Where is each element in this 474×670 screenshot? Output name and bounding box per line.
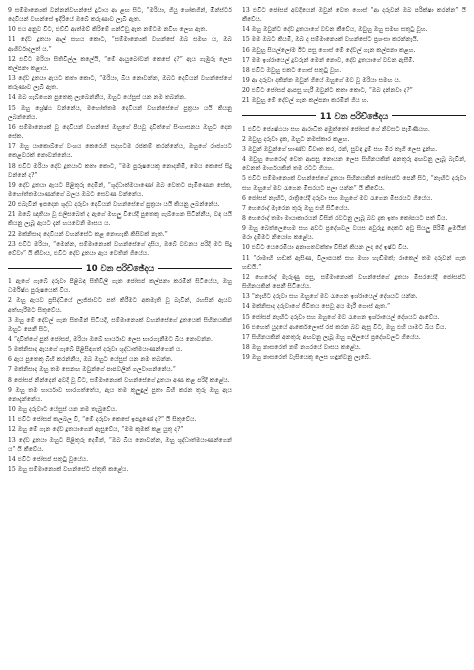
verse-paragraph: 5 මක්නිසාද ඇයගේ ගැබේ පිළිසිඳගත් දරුවා ශුද්ධාත්මයාණන්ගෙන් ය. xyxy=(8,346,183,354)
verse-paragraph: 12 එවිට මරියා සිතිවිල්ල කලේයි, “මේ ආයුබෝවන් කෙසේ ද?” ඇය ගැඹුරු ලෙස කල්පනා කළාය. xyxy=(8,55,232,72)
verse-paragraph: 14 ඔබ ගැබ්ගෙන පුතෙකු ලැබෙන්නීය, ඔහුට යේසුස් යන නම තබන්න. xyxy=(8,94,186,102)
heading-rule-right xyxy=(158,268,232,269)
verse-paragraph: 8 ජෝසප් නින්දෙන් අවදි වූ විට, සම්මාන්‍යෙක් වහන්සේගේ දූතයා අණ කළ පරිදි කළේය. xyxy=(8,376,230,384)
heading-rule-left xyxy=(242,115,316,116)
chapter-title: 11 වන පරිච්ඡේදය xyxy=(319,110,389,121)
verse-paragraph: 10 එවිට යෙරෙමියා අනාගතවක්තෘ විසින් කියන ලද දේ ඉෂ්ට විය. xyxy=(242,244,409,252)
right-paragraphs-before xyxy=(242,6,466,106)
verse-paragraph: 15 ජෝසප් නැඟිට දරුවා සහ ඔහුගේ මව රැගෙන ඉශ්රායෙල් දේශයට ආවේය. xyxy=(242,313,440,321)
verse-paragraph: 4 ඔවුහු හෙරොද් වෙත ආපසු නොයන ලෙස සිහිනයකින් අනතුරු අඟවනු ලැබූ බැවින්, වෙනත් මාර්ගයකින් තම රටට ගියහ. xyxy=(242,156,466,173)
verse-paragraph: 11 “රාමාහි හඬක් ඇසිණ, විලාපයක් සහ මහා හැඬීමක්; රාකෙල් තම දරුවන් ගැන හඬයි.” xyxy=(242,254,466,271)
verse-paragraph: 16 එහෙත් යුදයේ ආර්කෙලෞස් රජ කරන බව ඇසූ විට, ඔහු එහි යාමට බිය විය. xyxy=(242,323,447,331)
verse-paragraph: 14 ඔහු ඔවුන්ට දේව දූතයාගේ වචන කීවේය, ඔවුහු ඔහු සමඟ සතුටු වූහ. xyxy=(242,26,428,34)
verse-paragraph: 6 ඇය පුතෙකු බිහි කරන්නීය, ඔබ ඔහුට යේසුස් යන නම තබන්න. xyxy=(8,356,173,364)
verse-paragraph: 13 දේව දූතයා ඇයට කතා කොට, “මරියා, බිය නොවන්න, ඔබට දෙවියන් වහන්සේගේ කරුණාව ලැබී ඇත. xyxy=(8,75,232,92)
verse-paragraph: 12 හෙරොද් මැරුණු පසු, සම්මාන්‍යෙක් වහන්සේගේ දූතයා මිසරයේදී ජෝසප්ට සිහිනයකින් පෙනී සිටියේය. xyxy=(242,273,466,291)
verse-paragraph: 3 ඔවුන් ඔවුන්ගේ භාණ්ඩ විවෘත කර, රන්, සුවඳ දුම් සහ මීර තෑගි ලෙස දුන්හ. xyxy=(242,145,438,153)
verse-paragraph: 10 එය අනුව විට, එච්ඩි ආත්මව් කිරිමේ ගන්ට්ඩු ඇත නම්ටම නවිහ ලෙහ ඇත. xyxy=(8,26,208,34)
verse-paragraph: 8 හෙරොද් තමා මායාකාරයන් විසින් රවටනු ලැබූ බව දැක ඉතා කෝපයට පත් විය. xyxy=(242,214,448,222)
left-paragraphs-after xyxy=(8,277,232,474)
verse-paragraph: 6 ජෝසප් නැඟිට, රාත්‍රියේදී දරුවා සහ ඔහුගේ මව රැගෙන මිසරයට ගියේය. xyxy=(242,194,433,202)
verse-paragraph: 15 ඔහු සම්මාන්‍යෙක් වහන්සේට ස්තුති කළේය. xyxy=(8,466,129,474)
verse-paragraph: 2 ඔවුහු දරුවා දැක, ඔහුට නමස්කාර කළහ. xyxy=(242,135,350,143)
verse-paragraph: 18 එවිට මරියා දේව දූතයාට කතා කොට, “මම පුරුෂයෙකු නොදනිමි, මෙය කෙසේ සිදු වන්නේ ද?” xyxy=(8,162,232,179)
verse-paragraph: 22 මක්නිසාද දෙවියන් වහන්සේට කළ නොහැකි කිසිවක් නැත.” xyxy=(8,230,168,238)
verse-paragraph: 7 හෙරොද් මැරෙන තුරු ඔහු එහි සිටියේය. xyxy=(242,204,350,212)
verse-paragraph: 9 ඔහු බෙත්ලෙහෙම සහ අවට ප්‍රදේශවල වයස අවුරුදු දෙකට අඩු සියලු පිරිමි ළමයින් මරා දැමීමට නියෝග කළේය. xyxy=(242,225,466,242)
verse-paragraph: 11 දේව දූතයා ආල් සහය කොට, “සම්මාන්‍යෙක් වහන්සේ ඔබ සමඟ ය, ඔබ ආශිර්වාදලත් ය.” xyxy=(8,36,232,53)
verse-paragraph: 18 එවිට ඔවුහු එකට ගොස් සතුටු වූහ. xyxy=(242,66,342,74)
verse-paragraph: 7 මක්නිසාද ඔහු තම සෙනඟ ඔවුන්ගේ පාපවලින් ගලවාගන්නේය.” xyxy=(8,366,176,374)
verse-paragraph: 14 මක්නිසාද දරුවාගේ ජීවිතය සෙවූ අය මැරී ගොස් ඇත.” xyxy=(242,303,391,311)
verse-paragraph: 20 එබැවින් ඉපදෙන ශුද්ධ දරුවා දෙවියන් වහන්සේගේ පුත්‍රයා යයි කියනු ලබන්නේය. xyxy=(8,201,220,209)
verse-paragraph: 13 එවිට ජෝසප් අවදියෙන් ඔවුන් වෙත ගොස් “ආ දරුවන් ඔබ පරික්ෂා කරන්න” යි කීවේය. xyxy=(242,7,466,24)
left-column xyxy=(8,6,232,664)
verse-paragraph: 9 සම්මාන්‍යෙක් වන්නන්වහන්සේ දුටාය ආ ළඟ සිට, “මරියා, ගියු ශෝකගින්, මින්ස්ටර් දෙවියන් වහන්සේ ඉදිරියේ ඔබේ කරුණාව ලැබී ඇත. xyxy=(8,7,232,24)
verse-paragraph: 21 ඔවුහු මේ දේවල් ගැන කල්පනා කරමින් ගිය හ. xyxy=(242,97,369,105)
chapter-10-heading xyxy=(8,263,232,273)
verse-paragraph: 10 ඔහු දරුවාට යේසුස් යන නම තැබුවේය. xyxy=(8,406,118,414)
verse-paragraph: 5 එවිට සම්මාන්‍යෙක් වහන්සේගේ දූතයා සිහිනයකින් ජෝසප්ට පෙනී සිට, “නැඟිට දරුවා සහ ඔහුගේ මව රැගෙන මිසරයට පලා යන්න” යි කීවේය. xyxy=(242,175,466,192)
verse-paragraph: 1 ඇගේ ගැබේ දරුවා පිළිබඳ සිතිවිලි ගැන ජෝසප් කල්පනා කරමින් සිටියේය, ඔහු ධර්මිෂ්ඨ පුරුෂයෙක් විය. xyxy=(8,278,232,295)
verse-paragraph: 15 ඔහු ශ්‍රේෂ්ඨ වන්නේය, මහෝත්තම දෙවියන් වහන්සේගේ පුත්‍රයා යයි කියනු ලබන්නේය. xyxy=(8,104,232,121)
verse-paragraph: 13 “නැඟිට දරුවා සහ ඔහුගේ මව රැගෙන ඉශ්රායෙල් දේශයට යන්න. xyxy=(242,293,418,301)
verse-paragraph: 16 ඔවුහු සියල්ලෝම ඊට පසු ගොස් මේ දේවල් ගැන කල්පනා කළහ. xyxy=(242,46,416,54)
verse-paragraph: 19 ඔහු නාසරෙත් වැසියෙකු ලෙස හඳුන්වනු ලැබේ. xyxy=(242,354,371,362)
verse-paragraph: 12 ඔහු මේ ගැන දේව දූතයාගෙන් ඇසුවේය, “මම කුමක් කළ යුතු ද?” xyxy=(8,426,184,434)
verse-paragraph: 9 ඔහු තම භාර්යාව භාරගත්තේය, ඇය තම කුලුඳුල් පුතා බිහි කරන තුරු ඔහු ඇය නොදැන්නේය. xyxy=(8,386,232,403)
verse-paragraph: 19 ආ දරුවා දකින්න ඔවුන් ගියේ ඔහුගේ මව වූ මරියා සමඟ ය. xyxy=(242,77,401,85)
verse-paragraph: 17 ඔහු යාකොබ්ගේ වංශය කෙරෙහි සදහටම රජකම් කරන්නේය, ඔහුගේ රාජ්‍යයට කෙළවරක් නොවන්නේය. xyxy=(8,143,232,160)
verse-paragraph: 17 මම ඉශ්රායෙල් දූවරුන් මෙන් නොව, දේව දූතයාගේ වචන ඇසීමි. xyxy=(242,56,415,64)
verse-paragraph: 3 ඔහු මේ දේවල් ගැන සිතමින් සිටියදී, සම්මාන්‍යෙක් වහන්සේගේ දූතයෙක් සිහිනයකින් ඔහුට පෙනී සිට, xyxy=(8,316,232,333)
verse-paragraph: 23 එවිට මරියා, “මෙන්න, සම්මාන්‍යෙක් වහන්සේගේ දාසිය, ඔබේ වචනය පරිදි මට සිදු වේවා” යි කීවාය, එවිට දේව දූතයා ඇය වෙතින් ගියේය. xyxy=(8,240,232,257)
verse-paragraph: 16 සම්මාන්‍යෙක් වූ දෙවියන් වහන්සේ ඔහුගේ පියවූ දාවිත්ගේ සිංහාසනය ඔහුට දෙන සේක. xyxy=(8,123,232,141)
verse-paragraph: 19 දේව දූතයා ඇයට පිළිතුරු දෙමින්, “ශුද්ධාත්මයාණෝ ඔබ වෙතට පැමිණෙන සේක, මහෝත්තමයාණන්ගේ බලය ඔබට සෙවණ වන්නේය. xyxy=(8,181,232,198)
verse-paragraph: 11 එවිට ජෝසප් කලබල වී, “මේ දරුවා කෙසේ ඉපදුණේ ද?” යි සිතුවේය. xyxy=(8,416,197,424)
verse-paragraph: 17 සිහිනයකින් අනතුරු අඟවනු ලැබූ ඔහු ගලීලයේ ප්‍රදේශවලට ගියේය. xyxy=(242,333,421,341)
verse-paragraph: 14 එවිට ජෝසප් සතුටු වූයේය. xyxy=(8,455,89,463)
verse-paragraph: 4 “දාවිත්ගේ පුත් ජෝසප්, මරියා ඔබේ භාර්යාව ලෙස භාරගැනීමට බිය නොවන්න. xyxy=(8,336,213,343)
verse-paragraph: 1 එවිට ජ්‍යෙෂ්ඨයා සහ ආරාධිත අමුත්තෝ ජෝසප් ගේ නිවසට පැමිණියහ. xyxy=(242,125,430,133)
heading-rule-left xyxy=(8,268,82,269)
verse-paragraph: 20 එවිට ජෝසප් ආපසු හැරී ඔවුන්ට කතා කොට, “ඔබ දන්නවා ද?” xyxy=(242,87,413,95)
left-paragraphs-before xyxy=(8,6,232,258)
right-column xyxy=(242,6,466,664)
right-paragraphs-after xyxy=(242,125,466,363)
heading-rule-right xyxy=(392,115,466,116)
verse-paragraph: 2 ඔහු ඇයව ප්‍රසිද්ධියේ ලැජ්ජාවට පත් කිරීමට අකමැති වූ බැවින්, රහසින් ඇයව අත්හැරීමට සිතුවේය. xyxy=(8,297,232,314)
verse-paragraph: 18 ඔහු නාසරෙත් නම් නගරයේ වාසය කළේය. xyxy=(242,344,361,351)
verse-paragraph: 15 මම ඔබට කියමි, ඔබ ද සම්මාන්‍යෙක් වහන්සේට ප්‍රශංසා කරන්නැයි. xyxy=(242,36,419,44)
verse-paragraph: 21 ඔබේ ඥාතියා වූ එලිසබෙත් ද ඇගේ මහලු වියේදී පුතෙකු ගැබ්ගෙන සිටින්නීය, වඳ යයි කියනු ලැබූ ඇයට දැන් හයවෙනි මාසය ය. xyxy=(8,211,232,228)
chapter-11-heading xyxy=(242,111,466,121)
chapter-title: 10 වන පරිච්ඡේදය xyxy=(85,263,155,274)
verse-paragraph: 13 දේව දූතයා ඔහුට පිළිතුරු දෙමින්, “ඔබ බිය නොවන්න, ඔහු ශුද්ධාත්මයාණන්ගෙන් ය” යි කීවේය. xyxy=(8,436,232,453)
